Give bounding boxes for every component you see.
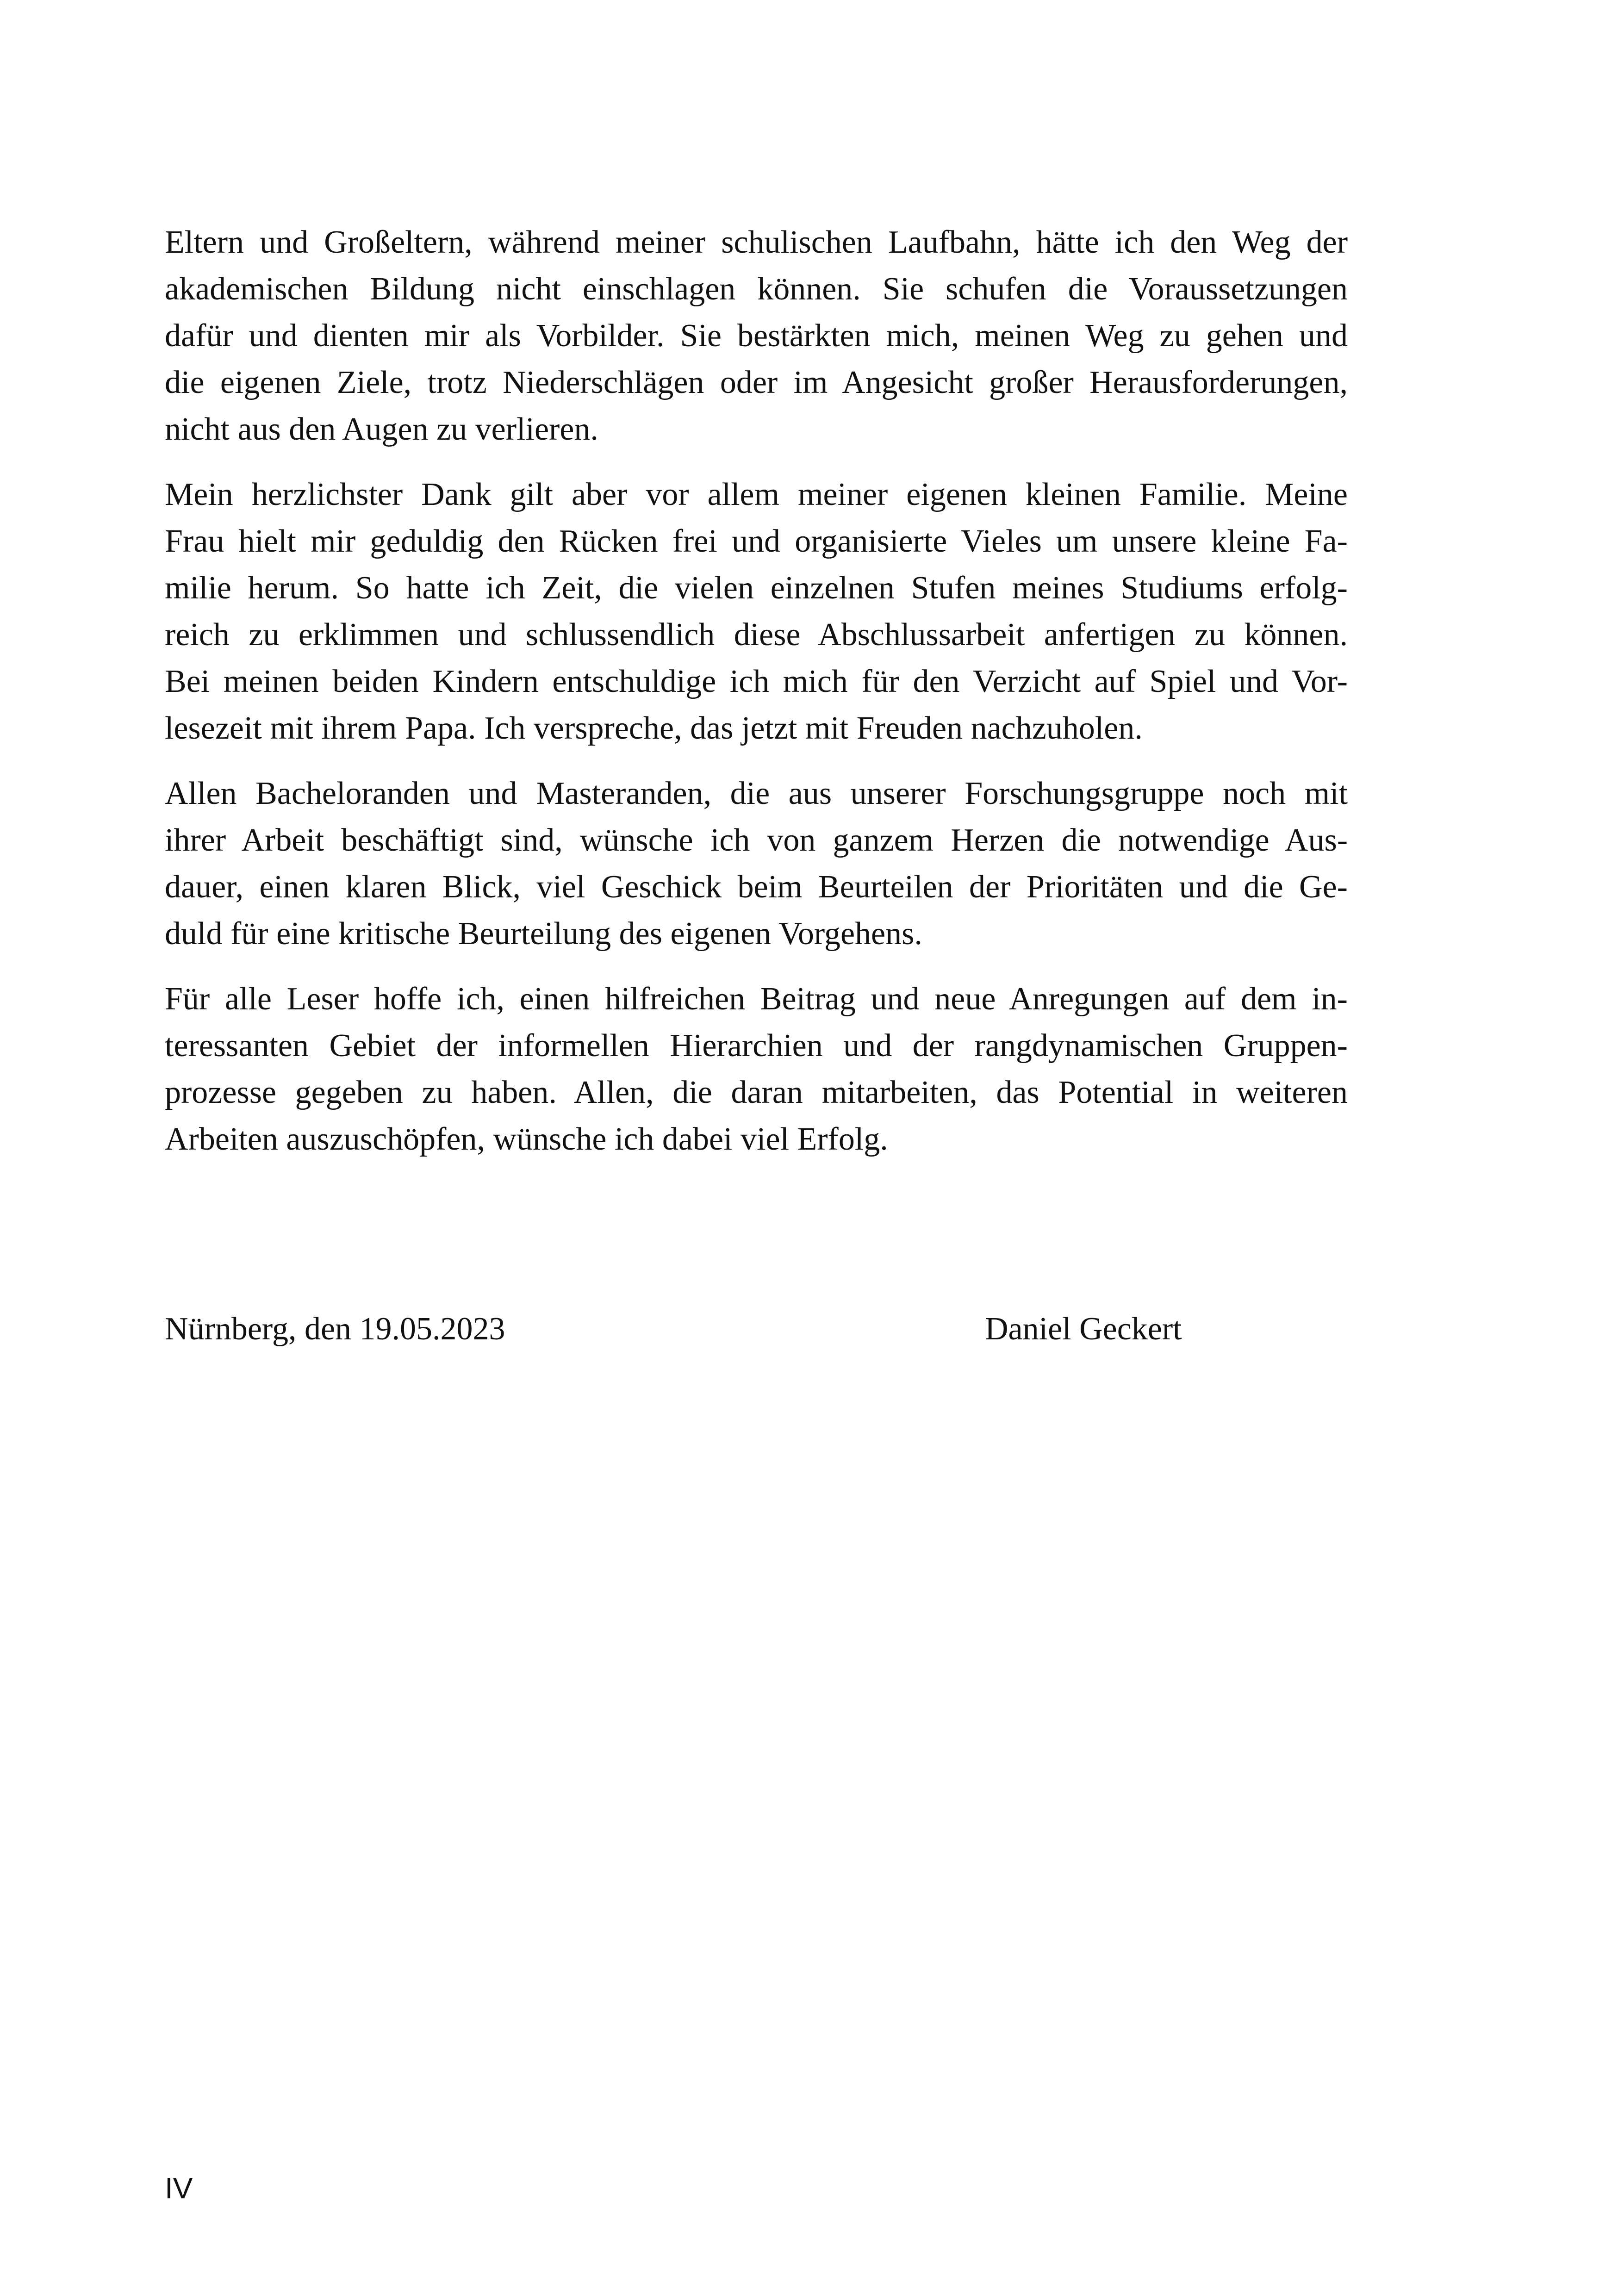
paragraph-family bbox=[165, 219, 1348, 453]
text-line: milie herum. So hatte ich Zeit, die vielen einzelnen Stufen meines Studiums erfolg- bbox=[165, 570, 1348, 606]
text-line: dauer, einen klaren Blick, viel Geschick beim Beurteilen der Prioritäten und die Ge- bbox=[165, 869, 1348, 905]
text-line: Allen Bacheloranden und Masteranden, die aus unserer Forschungsgruppe noch mit bbox=[165, 776, 1348, 811]
paragraph-readers bbox=[165, 976, 1348, 1163]
text-line: Eltern und Großeltern, während meiner schulischen Laufbahn, hätte ich den Weg der bbox=[165, 224, 1348, 260]
text-line: akademischen Bildung nicht einschlagen können. Sie schufen die Voraussetzungen bbox=[165, 271, 1348, 307]
paragraph-students bbox=[165, 770, 1348, 957]
text-line: Für alle Leser hoffe ich, einen hilfreichen Beitrag und neue Anregungen auf dem in- bbox=[165, 981, 1348, 1017]
text-line: Mein herzlichster Dank gilt aber vor allem meiner eigenen kleinen Familie. Meine bbox=[165, 477, 1348, 512]
text-line: reich zu erklimmen und schlussendlich diese Abschlussarbeit anfertigen zu können. bbox=[165, 617, 1348, 653]
text-line: prozesse gegeben zu haben. Allen, die daran mitarbeiten, das Potential in weiteren bbox=[165, 1075, 1348, 1110]
text-line: ihrer Arbeit beschäftigt sind, wünsche ich von ganzem Herzen die notwendige Aus- bbox=[165, 822, 1348, 858]
text-line: Frau hielt mir geduldig den Rücken frei und organisierte Vieles um unsere kleine Fa- bbox=[165, 523, 1348, 559]
page-number: IV bbox=[165, 2172, 193, 2205]
signature-row bbox=[165, 1306, 1348, 1352]
text-line: Arbeiten auszuschöpfen, wünsche ich dabei viel Erfolg. bbox=[165, 1121, 888, 1157]
text-line: teressanten Gebiet der informellen Hierarchien und der rangdynamischen Gruppen- bbox=[165, 1028, 1348, 1064]
text-line: nicht aus den Augen zu verlieren. bbox=[165, 411, 598, 447]
text-line: die eigenen Ziele, trotz Niederschlägen oder im Angesicht großer Herausforderungen, bbox=[165, 365, 1348, 400]
text-line: dafür und dienten mir als Vorbilder. Sie bestärkten mich, meinen Weg zu gehen und bbox=[165, 318, 1348, 354]
author-name: Daniel Geckert bbox=[985, 1311, 1182, 1347]
text-line: lesezeit mit ihrem Papa. Ich verspreche, das jetzt mit Freuden nachzuholen. bbox=[165, 710, 1143, 746]
text-line: duld für eine kritische Beurteilung des eigenen Vorgehens. bbox=[165, 916, 922, 952]
acknowledgement-text bbox=[165, 219, 1348, 1163]
paragraph-own-family bbox=[165, 471, 1348, 752]
place-date: Nürnberg, den 19.05.2023 bbox=[165, 1311, 505, 1347]
text-line: Bei meinen beiden Kindern entschuldige ich mich für den Verzicht auf Spiel und Vor- bbox=[165, 664, 1348, 699]
